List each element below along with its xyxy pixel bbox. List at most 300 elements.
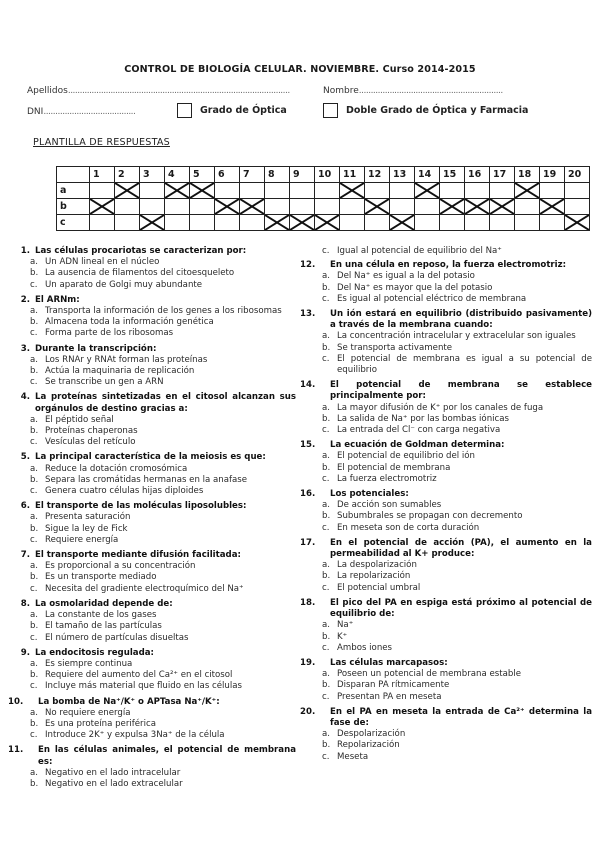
answer-cell-2-c[interactable] [115,215,140,231]
question-19-option-b[interactable] [300,680,592,691]
question-3 [8,344,296,389]
answer-cell-3-b[interactable] [140,199,165,215]
grado-optica-label: Grado de Óptica [200,105,287,116]
question-5-option-a[interactable] [8,464,296,475]
grid-column-header: 8 [265,167,290,183]
option-letter: c. [322,353,330,364]
option-letter: a. [30,707,38,718]
answer-cell-16-a[interactable] [465,183,490,199]
nombre-field[interactable] [323,86,503,96]
answer-cell-6-b[interactable] [215,199,240,215]
option-text: Del Na⁺ es mayor que la del potasio [337,282,493,293]
question-3-option-b[interactable] [8,366,296,377]
option-text: Es igual al potencial eléctrico de membrana [337,293,527,304]
option-letter: b. [322,680,331,691]
x-mark-icon [515,183,539,198]
question-7 [8,550,296,595]
question-8-option-c[interactable] [8,633,296,644]
question-16 [300,489,592,534]
option-text: El potencial umbral [337,582,421,593]
question-6-option-c[interactable] [8,535,296,546]
answer-cell-9-b[interactable] [290,199,315,215]
question-number: 19. [300,657,316,668]
answer-cell-1-b[interactable] [90,199,115,215]
question-stem [8,501,296,512]
answer-cell-18-a[interactable] [515,183,540,199]
question-stem [8,392,296,414]
question-10-option-b[interactable] [8,719,296,730]
question-2-option-a[interactable] [8,306,296,317]
option-letter: c. [322,425,330,436]
question-5 [8,452,296,497]
question-text: Las células procariotas se caracterizan por: [35,246,247,256]
option-letter: c. [30,279,38,290]
question-11-option-b[interactable] [8,779,296,790]
option-text: Subumbrales se propagan con decremento [337,511,523,522]
grid-column-header: 13 [390,167,415,183]
question-7-option-a[interactable] [8,561,296,572]
question-20-option-c[interactable] [300,752,592,763]
apellidos-field[interactable] [27,86,290,96]
option-text: Reduce la dotación cromosómica [45,463,188,474]
question-number: 17. [300,537,316,548]
question-stem [300,260,592,271]
option-text: Negativo en el lado extracelular [45,778,183,789]
x-mark-icon [340,183,364,198]
option-text: Despolarización [337,729,406,740]
option-letter: b. [30,621,39,632]
x-mark-icon [265,215,289,230]
question-4-option-a[interactable] [8,415,296,426]
option-text: La entrada del Cl⁻ con carga negativa [337,425,501,436]
question-text: En una célula en reposo, la fuerza electromotriz: [330,260,567,271]
option-letter: c. [322,293,330,304]
answer-cell-18-c[interactable] [515,215,540,231]
grid-column-header: 14 [415,167,440,183]
answer-cell-7-b[interactable] [240,199,265,215]
question-number: 4. [20,392,30,403]
question-8-option-b[interactable] [8,621,296,632]
question-10-option-a[interactable] [8,708,296,719]
question-text: En el potencial de acción (PA), el aumento en la permeabilidad al K+ produce: [330,537,592,560]
question-2-option-b[interactable] [8,317,296,328]
option-text: Presenta saturación [45,512,131,523]
question-18-option-b[interactable] [300,632,592,643]
dni-dotted-line: ....................................... [43,107,136,117]
option-text: Almacena toda la información genética [45,317,214,328]
option-text: K⁺ [337,631,348,642]
answer-cell-12-c[interactable] [365,215,390,231]
answer-cell-2-a[interactable] [115,183,140,199]
grid-row-a [57,183,590,199]
answer-cell-15-c[interactable] [440,215,465,231]
question-12-option-c[interactable] [300,294,592,305]
answer-cell-2-b[interactable] [115,199,140,215]
question-7-option-c[interactable] [8,584,296,595]
option-text: La despolarización [337,560,417,571]
question-16-option-c[interactable] [300,523,592,534]
option-text: Un ADN lineal en el núcleo [45,257,160,268]
option-letter: c. [322,246,330,256]
option-letter: c. [30,437,38,448]
question-stem [8,599,296,610]
question-text: En el PA en meseta la entrada de Ca²⁺ determina la fase de: [330,706,592,728]
option-letter: a. [30,767,38,778]
option-text: Es una proteína periférica [45,718,156,729]
answer-cell-17-b[interactable] [490,199,515,215]
option-letter: b. [30,778,39,789]
question-text: Durante la transcripción: [35,343,157,354]
question-5-option-b[interactable] [8,475,296,486]
question-15-option-a[interactable] [300,451,592,462]
answer-cell-8-c[interactable] [265,215,290,231]
grid-row-label: a [57,183,90,199]
option-letter: b. [30,366,39,377]
answer-cell-13-a[interactable] [390,183,415,199]
x-mark-icon [215,199,239,214]
answer-cell-14-c[interactable] [415,215,440,231]
x-mark-icon [290,215,314,230]
question-number: 12. [300,260,316,271]
answer-cell-8-b[interactable] [265,199,290,215]
question-stem [8,344,296,355]
answer-cell-20-b[interactable] [565,199,590,215]
question-stem [300,489,592,500]
question-1-option-b[interactable] [8,268,296,279]
question-14-option-a[interactable] [300,403,592,414]
answer-cell-5-a[interactable] [190,183,215,199]
question-9-option-b[interactable] [8,670,296,681]
question-1-option-c[interactable] [8,280,296,291]
question-text: Un ión estará en equilibrio (distribuido pasivamente) a través de la membrana cuando: [330,309,592,331]
grid-row-label: b [57,199,90,215]
option-text: La repolarización [337,571,411,582]
answer-cell-17-c[interactable] [490,215,515,231]
answer-cell-10-a[interactable] [315,183,340,199]
question-10-option-c[interactable] [8,730,296,741]
question-4-option-c[interactable] [8,437,296,448]
option-doble-grado[interactable] [323,103,528,118]
option-letter: b. [30,523,39,534]
grid-row-b [57,199,590,215]
option-text: Igual al potencial de equilibrio del Na⁺ [337,246,502,256]
question-stem [8,246,296,257]
dni-field[interactable] [27,107,135,117]
answer-cell-20-a[interactable] [565,183,590,199]
question-stem [300,598,592,620]
question-20-option-b[interactable] [300,740,592,751]
option-text: Requiere energía [45,534,119,545]
option-letter: b. [30,474,39,485]
question-16-option-a[interactable] [300,500,592,511]
question-15 [300,440,592,485]
question-6-option-a[interactable] [8,512,296,523]
x-mark-icon [90,199,114,214]
question-11 [8,745,296,790]
option-letter: c. [322,582,330,593]
question-text: El pico del PA en espiga está próximo al potencial de equilibrio de: [330,597,592,620]
option-letter: a. [322,271,330,282]
question-19-option-c[interactable] [300,692,592,703]
option-letter: c. [322,751,330,762]
option-letter: c. [30,632,38,643]
checkbox-grado-optica[interactable] [177,103,192,118]
x-mark-icon [415,183,439,198]
option-text: De acción son sumables [337,500,442,511]
question-9-option-a[interactable] [8,659,296,670]
answer-cell-13-c[interactable] [390,215,415,231]
question-number: 11. [8,745,24,756]
question-16-option-b[interactable] [300,511,592,522]
answer-cell-19-a[interactable] [540,183,565,199]
option-letter: b. [322,740,331,751]
question-5-option-c[interactable] [8,486,296,497]
question-6 [8,501,296,546]
grid-column-header: 6 [215,167,240,183]
answer-cell-11-c[interactable] [340,215,365,231]
answer-cell-18-b[interactable] [515,199,540,215]
grid-column-header: 18 [515,167,540,183]
answer-cell-11-a[interactable] [340,183,365,199]
option-letter: b. [30,268,39,279]
question-stem [300,380,592,402]
answer-cell-6-a[interactable] [215,183,240,199]
question-20 [300,707,592,763]
question-12-option-a[interactable] [300,271,592,282]
option-text: Del Na⁺ es igual a la del potasio [337,271,475,282]
grid-column-header: 7 [240,167,265,183]
question-number: 9. [20,647,30,658]
question-text: La osmolaridad depende de: [35,598,173,609]
question-3-option-c[interactable] [8,377,296,388]
dni-label: DNI [27,107,44,117]
question-12-option-b[interactable] [300,283,592,294]
question-14-option-c[interactable] [300,425,592,436]
question-12 [300,260,592,305]
option-letter: b. [30,426,39,437]
question-14-option-b[interactable] [300,414,592,425]
option-text: Negativo en el lado intracelular [45,767,181,778]
option-text: Vesículas del retículo [45,437,136,448]
option-grado-optica[interactable] [177,103,287,118]
checkbox-doble-grado[interactable] [323,103,338,118]
question-text: Los potenciales: [330,489,409,500]
questions-right-column [300,246,592,767]
question-18-option-c[interactable] [300,643,592,654]
answer-cell-3-a[interactable] [140,183,165,199]
option-text: Presentan PA en meseta [337,691,442,702]
option-letter: a. [30,463,38,474]
option-letter: a. [322,500,330,511]
question-4-option-b[interactable] [8,426,296,437]
question-3-option-a[interactable] [8,355,296,366]
option-text: Es proporcional a su concentración [45,561,196,572]
q11-option-c[interactable] [300,246,592,257]
option-letter: a. [322,669,330,680]
option-text: Transporta la información de los genes a los ribosomas [45,306,282,317]
answer-cell-19-b[interactable] [540,199,565,215]
question-19 [300,658,592,703]
answer-cell-12-a[interactable] [365,183,390,199]
option-letter: c. [30,681,38,692]
question-4 [8,392,296,448]
option-text: La ausencia de filamentos del citoesqueleto [45,268,235,279]
question-13-option-b[interactable] [300,343,592,354]
answer-cell-5-c[interactable] [190,215,215,231]
question-number: 7. [20,550,30,561]
apellidos-label: Apellidos [27,86,68,96]
option-text: Incluye más material que fluido en las células [45,681,243,692]
nombre-label: Nombre [323,86,359,96]
doble-grado-label: Doble Grado de Óptica y Farmacia [346,105,529,116]
apellidos-dotted-line: .............................................................................................. [67,86,290,96]
answer-cell-12-b[interactable] [365,199,390,215]
grid-header-row [57,167,590,183]
question-2-option-c[interactable] [8,328,296,339]
answer-cell-9-a[interactable] [290,183,315,199]
question-9-option-c[interactable] [8,681,296,692]
question-text: El ARNm: [35,294,80,305]
option-text: La salida de Na⁺ por las bombas iónicas [337,413,509,424]
question-number: 3. [20,343,30,354]
answer-cell-7-a[interactable] [240,183,265,199]
question-17-option-c[interactable] [300,583,592,594]
answer-cell-7-c[interactable] [240,215,265,231]
option-letter: a. [30,610,38,621]
question-19-option-a[interactable] [300,669,592,680]
option-letter: b. [322,511,331,522]
x-mark-icon [165,183,189,198]
option-letter: b. [322,282,331,293]
grid-column-header: 4 [165,167,190,183]
question-13 [300,309,592,376]
question-15-option-b[interactable] [300,463,592,474]
answer-cell-1-c[interactable] [90,215,115,231]
answer-cell-14-b[interactable] [415,199,440,215]
option-text: La mayor difusión de K⁺ por los canales de fuga [337,402,544,413]
question-stem [8,550,296,561]
question-17-option-a[interactable] [300,560,592,571]
answer-cell-4-c[interactable] [165,215,190,231]
answer-cell-5-b[interactable] [190,199,215,215]
answer-cell-3-c[interactable] [140,215,165,231]
option-letter: c. [30,534,38,545]
answer-cell-10-b[interactable] [315,199,340,215]
answer-cell-14-a[interactable] [415,183,440,199]
option-letter: c. [30,486,38,497]
option-letter: b. [30,317,39,328]
question-text: Las células marcapasos: [330,657,448,668]
answer-cell-9-c[interactable] [290,215,315,231]
answer-cell-8-a[interactable] [265,183,290,199]
question-text: La proteínas sintetizadas en el citosol alcanzan sus orgánulos de destino gracias a: [35,392,296,414]
question-number: 8. [20,598,30,609]
option-letter: a. [322,729,330,740]
option-letter: a. [322,402,330,413]
question-2 [8,295,296,340]
exam-title: CONTROL DE BIOLOGÍA CELULAR. NOVIEMBRE. Curso 2014-2015 [124,64,476,75]
question-stem [300,309,592,331]
grid-column-header: 9 [290,167,315,183]
question-7-option-b[interactable] [8,572,296,583]
option-text: Se transcribe un gen a ARN [45,377,164,388]
answer-cell-1-a[interactable] [90,183,115,199]
question-18 [300,598,592,654]
question-17-option-b[interactable] [300,571,592,582]
question-6-option-b[interactable] [8,524,296,535]
question-8-option-a[interactable] [8,610,296,621]
question-8 [8,599,296,644]
question-14 [300,380,592,436]
grid-column-header: 19 [540,167,565,183]
grid-column-header: 5 [190,167,215,183]
answer-cell-15-b[interactable] [440,199,465,215]
option-text: Separa las cromátidas hermanas en la anafase [45,474,248,485]
answer-cell-6-c[interactable] [215,215,240,231]
x-mark-icon [140,215,164,230]
answer-cell-16-b[interactable] [465,199,490,215]
grid-column-header: 3 [140,167,165,183]
answer-cell-4-a[interactable] [165,183,190,199]
question-stem [300,658,592,669]
question-1-option-a[interactable] [8,257,296,268]
option-text: El tamaño de las partículas [45,621,162,632]
option-letter: c. [30,377,38,388]
x-mark-icon [440,199,464,214]
question-18-option-a[interactable] [300,620,592,631]
question-13-option-a[interactable] [300,331,592,342]
question-9 [8,648,296,693]
option-text: El potencial de membrana [337,462,451,473]
question-11-option-a[interactable] [8,768,296,779]
question-number: 6. [20,501,30,512]
answer-cell-16-c[interactable] [465,215,490,231]
grid-corner [57,167,90,183]
option-text: Requiere del aumento del Ca²⁺ en el citosol [45,670,233,681]
grid-column-header: 17 [490,167,515,183]
answer-cell-17-a[interactable] [490,183,515,199]
question-15-option-c[interactable] [300,474,592,485]
answer-cell-10-c[interactable] [315,215,340,231]
question-20-option-a[interactable] [300,729,592,740]
option-text: El potencial de membrana es igual a su potencial de equilibrio [337,353,592,376]
option-text: El potencial de equilibrio del ión [337,451,476,462]
question-1 [8,246,296,291]
question-stem [300,538,592,560]
answer-cell-15-a[interactable] [440,183,465,199]
question-17 [300,538,592,594]
option-text: La constante de los gases [45,610,157,621]
option-text: Actúa la maquinaria de replicación [45,366,195,377]
answer-cell-19-c[interactable] [540,215,565,231]
question-text: La principal característica de la meiosis es que: [35,452,266,463]
answer-cell-11-b[interactable] [340,199,365,215]
question-text: El transporte de las moléculas liposolubles: [35,501,247,512]
question-13-option-c[interactable] [300,354,592,376]
x-mark-icon [490,199,514,214]
option-letter: a. [30,257,38,268]
answer-cell-4-b[interactable] [165,199,190,215]
option-letter: b. [30,718,39,729]
option-letter: c. [322,522,330,533]
answer-cell-20-c[interactable] [565,215,590,231]
option-text: Repolarización [337,740,400,751]
option-letter: b. [322,462,331,473]
option-text: Es siempre continua [45,658,133,669]
answer-cell-13-b[interactable] [390,199,415,215]
option-letter: a. [30,414,38,425]
option-letter: b. [30,670,39,681]
